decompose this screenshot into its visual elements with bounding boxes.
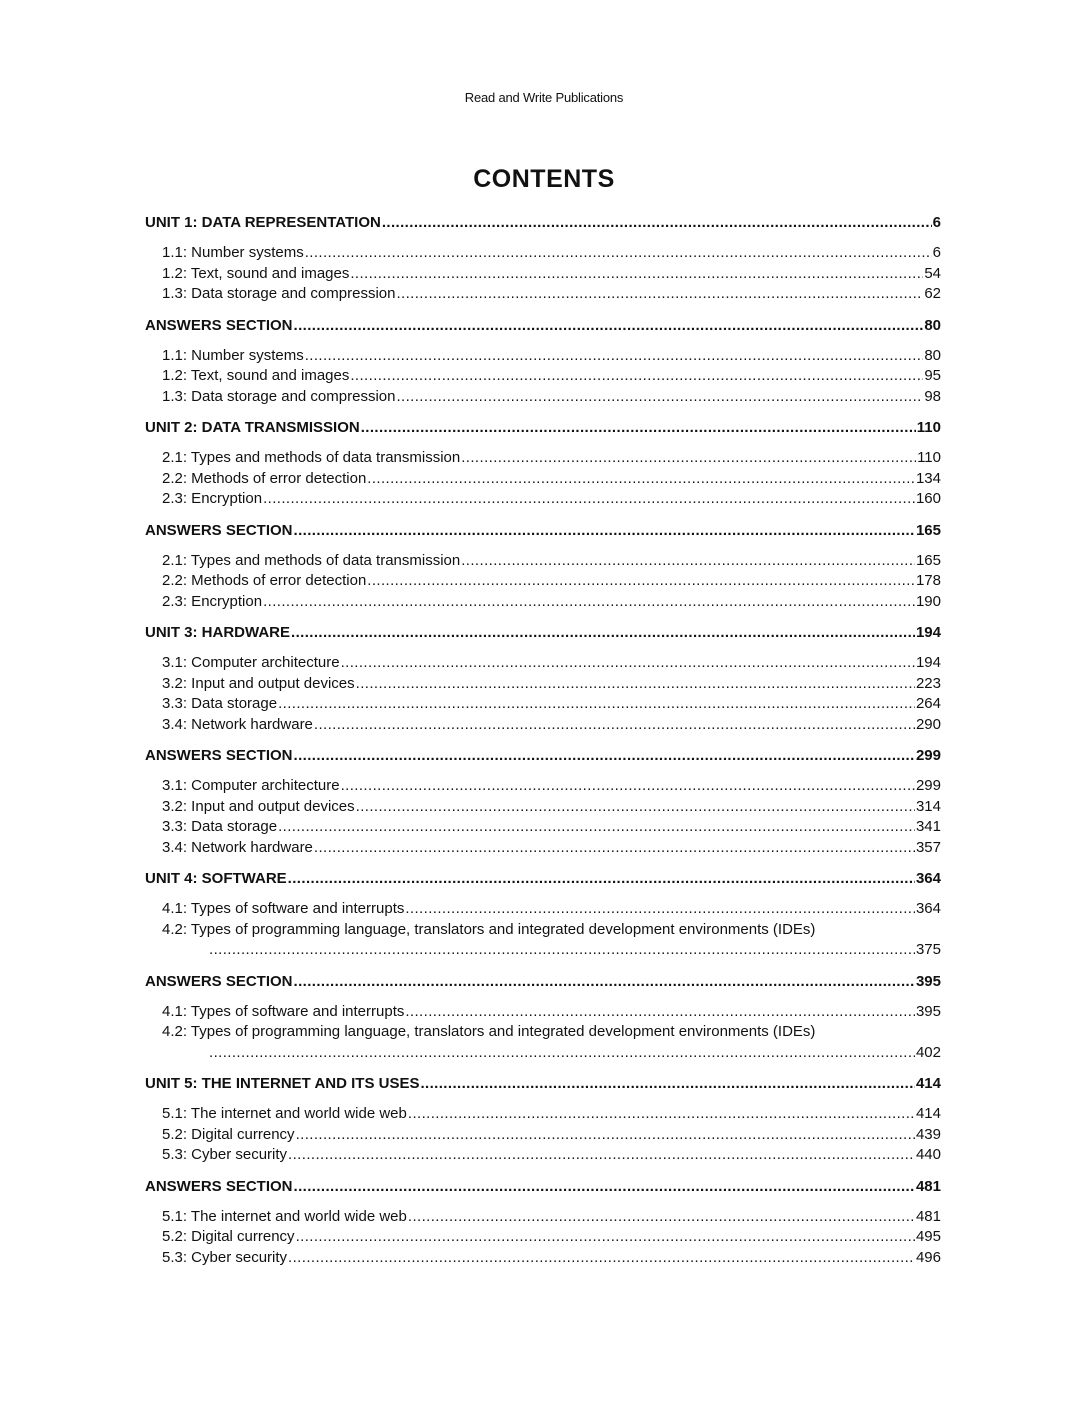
entry-label: 3.2: Input and output devices [162,797,355,815]
toc-entry-unit-4[interactable] [145,868,941,889]
entry-label: 2.1: Types and methods of data transmission [162,449,461,466]
leader-dots [296,1227,915,1248]
table-of-contents [145,212,941,1278]
entry-label: 4.1: Types of software and interrupts [162,1002,405,1020]
leader-dots [396,387,923,408]
leader-dots [288,868,915,889]
entry-label: ANSWERS SECTION [145,972,293,990]
page-number: 98 [924,387,941,405]
leader-dots [405,899,915,920]
entry-label: UNIT 2: DATA TRANSMISSION [145,419,360,436]
entry-label: 2.1: Types and methods of data transmission [162,551,461,569]
page-title: CONTENTS [473,165,615,193]
page-number: 414 [915,1105,941,1122]
entry-label: 5.3: Cyber security [162,1146,288,1163]
leader-dots [278,817,915,838]
leader-dots [296,1125,915,1146]
page-number: 402 [915,1043,941,1061]
leader-dots [263,592,915,613]
entry-label: 2.3: Encryption [162,490,263,507]
page-number: 481 [915,1207,941,1225]
page-number: 80 [924,316,941,334]
leader-dots [341,776,915,797]
entry-label: 2.2: Methods of error detection [162,469,367,487]
leader-dots [396,284,923,305]
leader-dots [209,940,915,961]
page-number: 194 [915,654,941,671]
leader-dots [405,1002,915,1023]
page-number: 341 [915,818,941,835]
entry-label: 5.2: Digital currency [162,1125,295,1143]
page-number: 190 [915,592,941,610]
entry-label: 5.1: The internet and world wide web [162,1105,407,1122]
entry-label: 1.2: Text, sound and images [162,367,350,384]
entry-label: 3.4: Network hardware [162,838,313,856]
page-number: 440 [915,1146,941,1163]
toc-entry-answers-section[interactable] [145,745,941,766]
page-number: 414 [915,1075,941,1092]
toc-entry-answers-section[interactable] [145,315,941,336]
page-number: 364 [915,870,941,887]
toc-entry[interactable] [145,1002,941,1023]
toc-entry[interactable] [145,571,941,592]
toc-entry[interactable] [145,284,941,305]
entry-label: ANSWERS SECTION [145,521,293,539]
toc-entry[interactable] [145,838,941,859]
leader-dots [382,212,932,233]
page-number: 357 [915,838,941,856]
page-number: 110 [916,419,941,436]
entry-label: 5.1: The internet and world wide web [162,1207,407,1225]
leader-dots [350,366,923,387]
entry-label: 2.2: Methods of error detection [162,572,367,589]
page-number: 395 [915,972,941,990]
leader-dots [350,264,923,285]
toc-entry[interactable] [145,797,941,818]
leader-dots [291,622,915,643]
toc-entry[interactable] [145,489,941,510]
page-number: 395 [915,1002,941,1020]
page-number: 160 [915,490,941,507]
toc-entry[interactable] [145,592,941,613]
running-header: Read and Write Publications [464,90,624,105]
entry-label: 3.3: Data storage [162,818,278,835]
toc-entry[interactable] [145,694,941,715]
page-number: 62 [924,285,941,302]
toc-entry-unit-3[interactable] [145,622,941,643]
entry-label: 1.3: Data storage and compression [162,387,396,405]
toc-entry[interactable] [145,346,941,367]
entry-label: 3.1: Computer architecture [162,777,340,794]
page-number: 290 [915,715,941,733]
entry-label: 3.3: Data storage [162,695,278,712]
toc-entry[interactable] [145,1145,941,1166]
page-number: 95 [924,367,941,384]
entry-label: ANSWERS SECTION [145,747,293,764]
toc-entry[interactable] [145,264,941,285]
toc-entry-answers-section[interactable] [145,971,941,992]
toc-entry[interactable] [145,715,941,736]
toc-entry[interactable] [145,243,941,264]
toc-entry-answers-section[interactable] [145,520,941,541]
entry-label: 3.1: Computer architecture [162,654,340,671]
page-number: 134 [915,469,941,487]
toc-section-unit-4 [145,868,941,961]
toc-entry[interactable] [145,1104,941,1125]
toc-entry[interactable] [145,551,941,572]
toc-section-answers-2 [145,520,941,613]
leader-dots [408,1104,915,1125]
toc-entry[interactable] [145,1227,941,1248]
page-number: 264 [915,695,941,712]
toc-entry-unit-1[interactable] [145,212,941,233]
leader-dots [288,1145,915,1166]
entry-label: UNIT 1: DATA REPRESENTATION [145,214,381,231]
page-number: 110 [917,449,941,466]
toc-entry-wrapped[interactable] [145,1022,941,1063]
page-number: 54 [924,264,941,282]
leader-dots [294,971,915,992]
leader-dots [294,520,915,541]
entry-label: UNIT 3: HARDWARE [145,624,290,641]
entry-label: 4.1: Types of software and interrupts [162,900,405,917]
leader-dots [420,1073,915,1094]
page-number: 439 [915,1125,941,1143]
toc-section-unit-5 [145,1073,941,1166]
entry-label: ANSWERS SECTION [145,316,293,334]
leader-dots [408,1207,915,1228]
entry-label: 5.3: Cyber security [162,1248,288,1266]
entry-label: 1.2: Text, sound and images [162,264,350,282]
leader-dots [263,489,915,510]
page-number: 375 [915,941,941,958]
toc-entry-unit-5[interactable] [145,1073,941,1094]
leader-dots [294,745,915,766]
toc-entry[interactable] [145,1125,941,1146]
page-number: 80 [924,346,941,364]
leader-dots [209,1043,915,1064]
entry-label: 2.3: Encryption [162,592,263,610]
toc-entry[interactable] [145,1207,941,1228]
page-number: 165 [915,521,941,539]
leader-dots [461,448,916,469]
entry-label: 1.1: Number systems [162,244,304,261]
page-number: 299 [915,777,941,794]
leader-dots [367,469,915,490]
leader-dots [288,1248,915,1269]
page-number: 6 [932,214,941,231]
toc-entry[interactable] [145,899,941,920]
leader-dots [356,797,915,818]
toc-section-unit-1 [145,212,941,305]
entry-label: ANSWERS SECTION [145,1177,293,1195]
leader-dots [294,1176,915,1197]
page-number: 481 [915,1177,941,1195]
page-number: 6 [932,244,941,261]
toc-entry[interactable] [145,448,941,469]
entry-label: 1.3: Data storage and compression [162,285,396,302]
toc-section-unit-2 [145,417,941,510]
page-number: 314 [915,797,941,815]
toc-section-answers-4 [145,971,941,1064]
entry-label: UNIT 4: SOFTWARE [145,870,287,887]
leader-dots [461,551,915,572]
toc-entry[interactable] [145,1248,941,1269]
leader-dots [341,653,915,674]
page-number: 299 [915,747,941,764]
toc-entry-answers-section[interactable] [145,1176,941,1197]
toc-entry[interactable] [145,817,941,838]
page-number: 495 [915,1228,941,1245]
leader-dots [305,346,924,367]
toc-section-answers-3 [145,745,941,858]
toc-section-answers-5 [145,1176,941,1269]
page-number: 496 [915,1248,941,1266]
toc-entry[interactable] [145,653,941,674]
page-number: 194 [915,624,941,641]
leader-dots [356,674,915,695]
leader-dots [278,694,915,715]
entry-label: 4.2: Types of programming language, translators and integrated development environments (IDEs) [162,920,816,938]
page-number: 178 [915,572,941,589]
toc-entry[interactable] [145,674,941,695]
toc-entry[interactable] [145,387,941,408]
page-number: 364 [915,900,941,917]
leader-dots [294,315,924,336]
toc-entry[interactable] [145,469,941,490]
leader-dots [361,417,916,438]
toc-entry[interactable] [145,776,941,797]
toc-entry-wrapped[interactable] [145,920,941,961]
entry-label: 5.2: Digital currency [162,1228,295,1245]
leader-dots [305,243,932,264]
entry-label: 1.1: Number systems [162,346,304,364]
page-number: 223 [915,674,941,692]
leader-dots [314,838,915,859]
leader-dots [367,571,915,592]
toc-entry[interactable] [145,366,941,387]
entry-label: 3.2: Input and output devices [162,674,355,692]
entry-label: 3.4: Network hardware [162,715,313,733]
entry-label: UNIT 5: THE INTERNET AND ITS USES [145,1075,420,1092]
page-number: 165 [915,551,941,569]
toc-entry-unit-2[interactable] [145,417,941,438]
entry-label: 4.2: Types of programming language, translators and integrated development environments (IDEs) [162,1023,816,1040]
toc-section-answers-1 [145,315,941,408]
toc-section-unit-3 [145,622,941,735]
leader-dots [314,715,915,736]
